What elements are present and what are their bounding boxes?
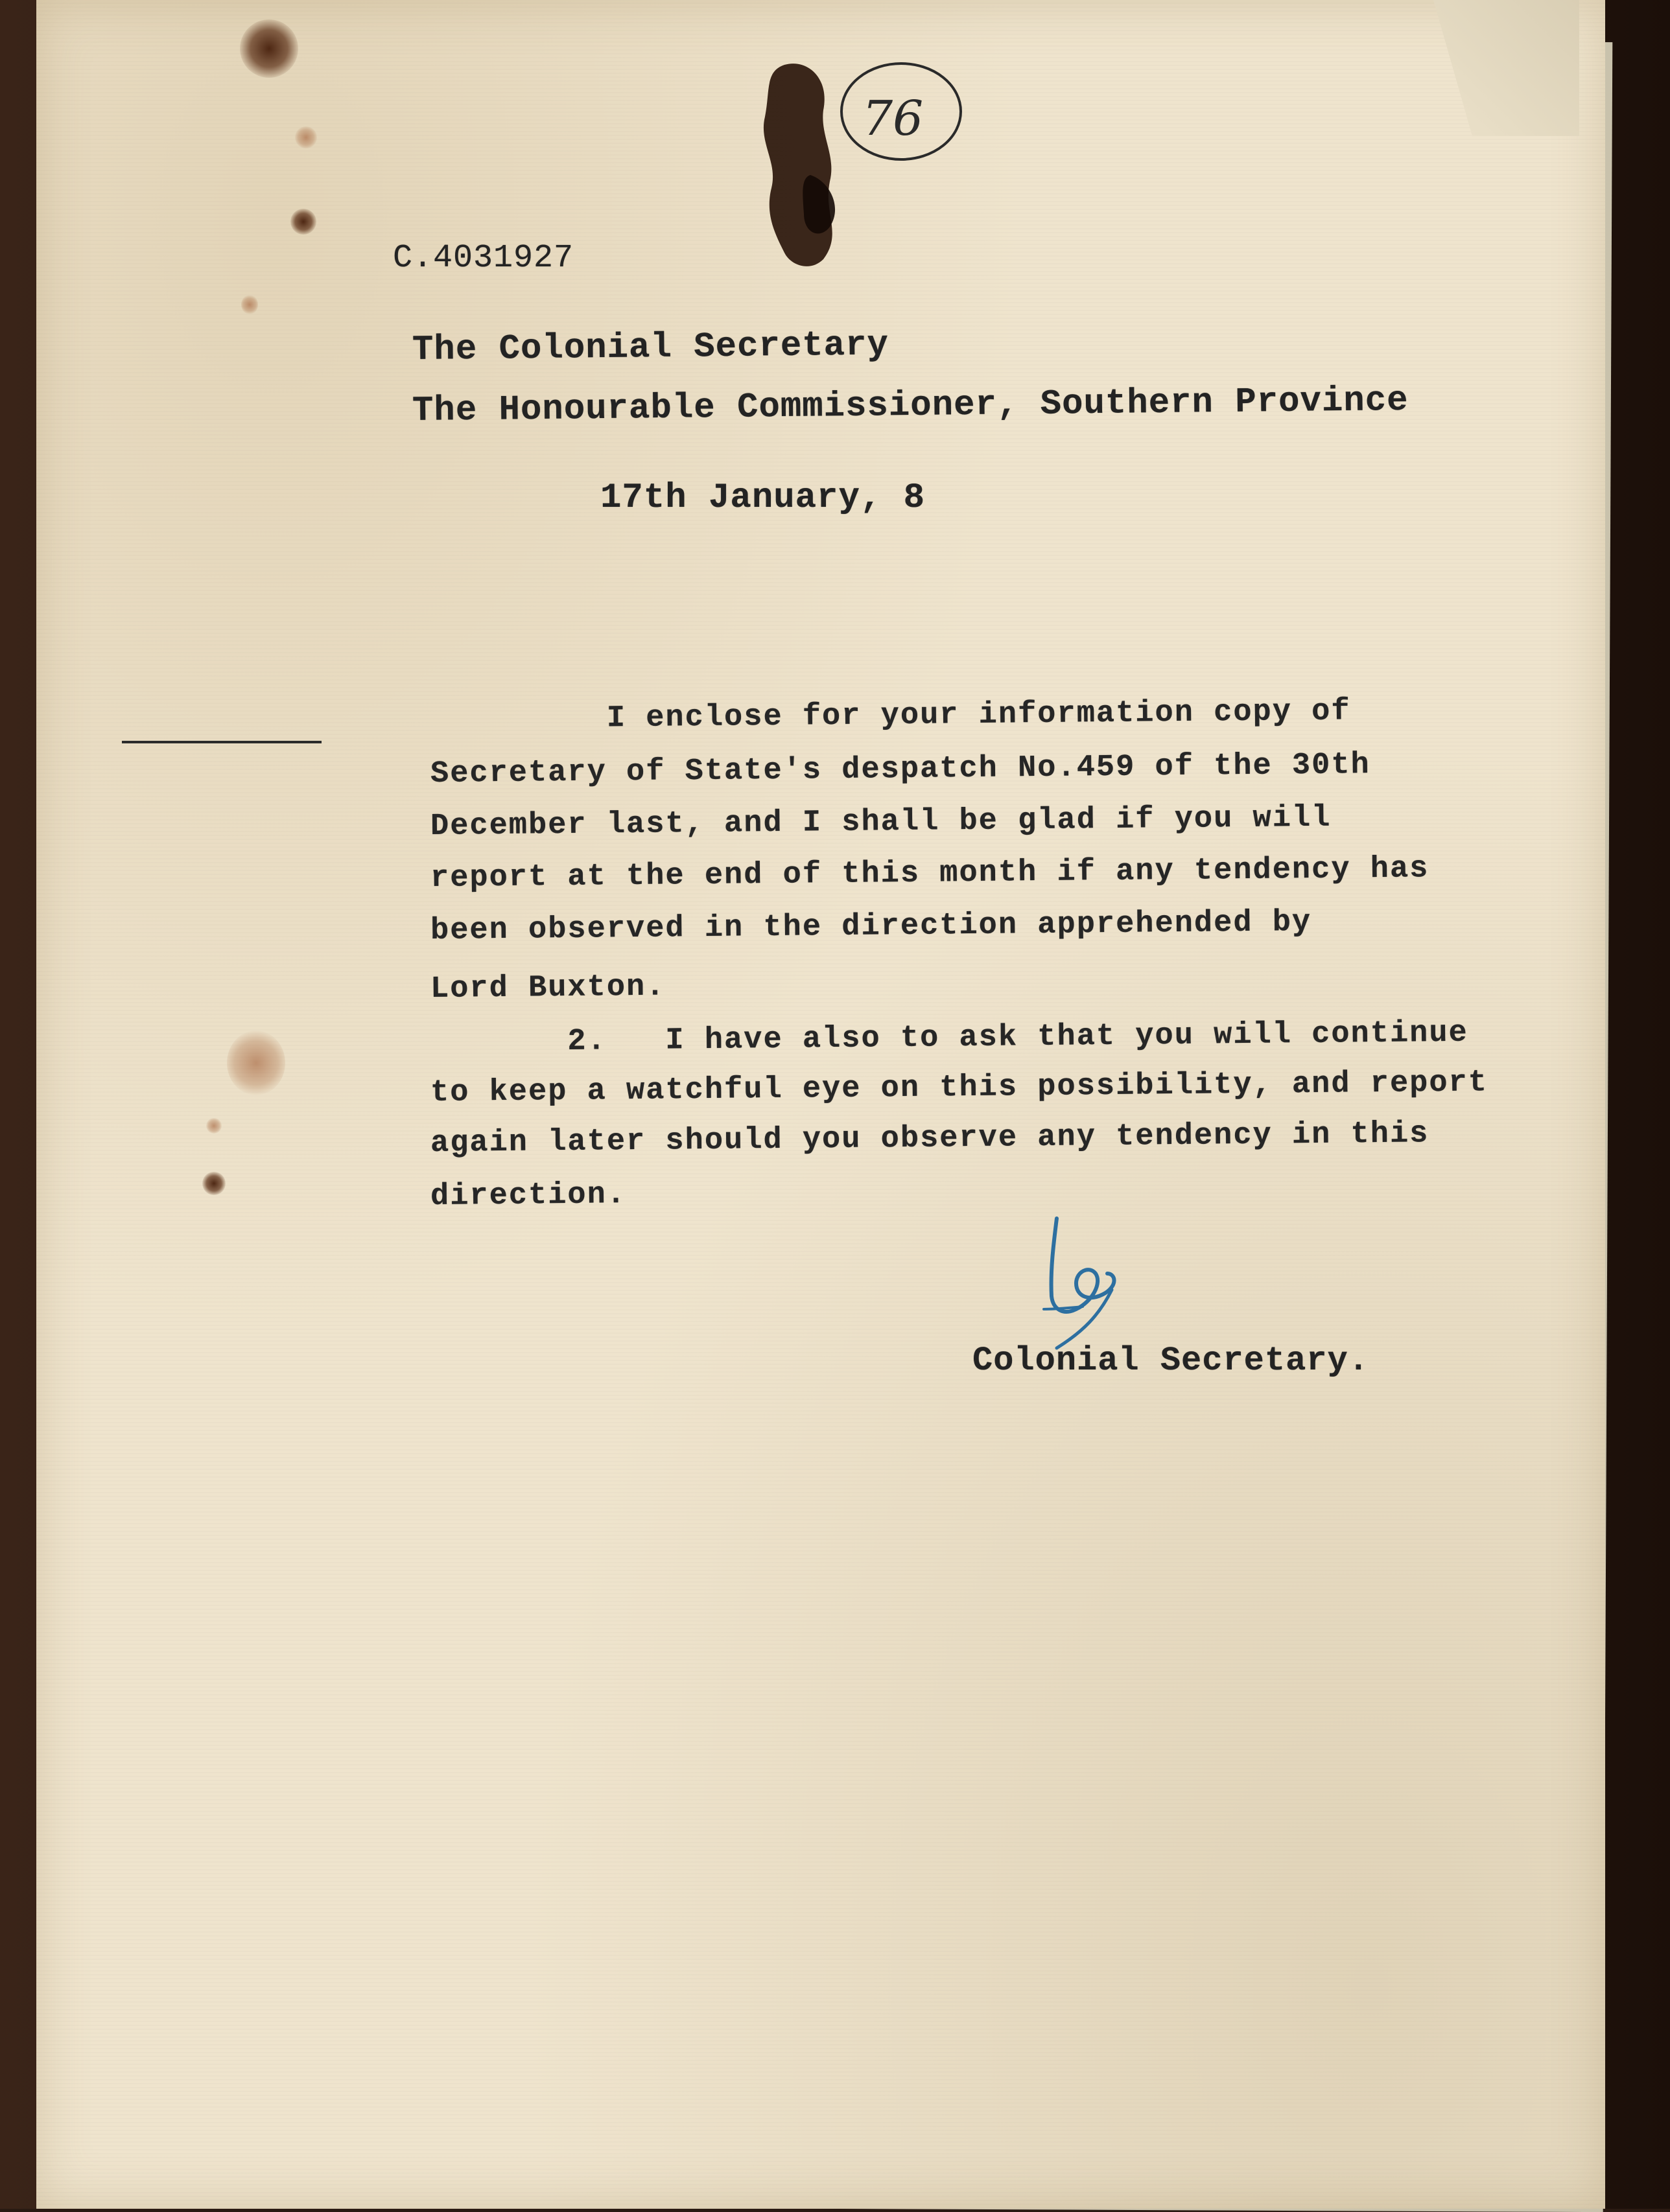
punch-hole-mark — [290, 209, 316, 235]
rust-stain — [295, 126, 317, 148]
letter-date: 17th January, 8 — [600, 478, 926, 518]
rust-stain — [227, 1030, 285, 1095]
body-line: 2. I have also to ask that you will continue — [430, 1016, 1469, 1060]
body-line: again later should you observe any tendency in this — [430, 1117, 1429, 1161]
margin-rule — [122, 741, 322, 743]
punch-hole-mark — [202, 1172, 226, 1195]
sender-line: The Colonial Secretary — [412, 325, 889, 370]
body-line: been observed in the direction apprehended by — [430, 905, 1312, 948]
signature-title: Colonial Secretary. — [972, 1342, 1369, 1380]
body-line: December last, and I shall be glad if you will — [430, 800, 1332, 844]
folio-number: 76 — [862, 91, 924, 146]
handwritten-signature — [1031, 1212, 1141, 1361]
body-line: Secretary of State's despatch No.459 of the 30th — [430, 748, 1371, 791]
rust-stain — [240, 19, 298, 78]
reference-number: C.4031927 — [393, 240, 574, 277]
body-line: I enclose for your information copy of — [430, 694, 1351, 738]
rust-stain — [206, 1118, 222, 1134]
body-line: Lord Buxton. — [430, 970, 666, 1007]
body-line: to keep a watchful eye on this possibility, and report — [430, 1065, 1488, 1110]
rust-stain — [241, 295, 258, 314]
folded-corner — [1385, 0, 1579, 136]
body-line: direction. — [430, 1178, 627, 1214]
ink-blot — [746, 58, 849, 272]
recipient-line: The Honourable Commissioner, Southern Province — [412, 380, 1409, 431]
body-line: report at the end of this month if any tendency has — [430, 852, 1429, 896]
